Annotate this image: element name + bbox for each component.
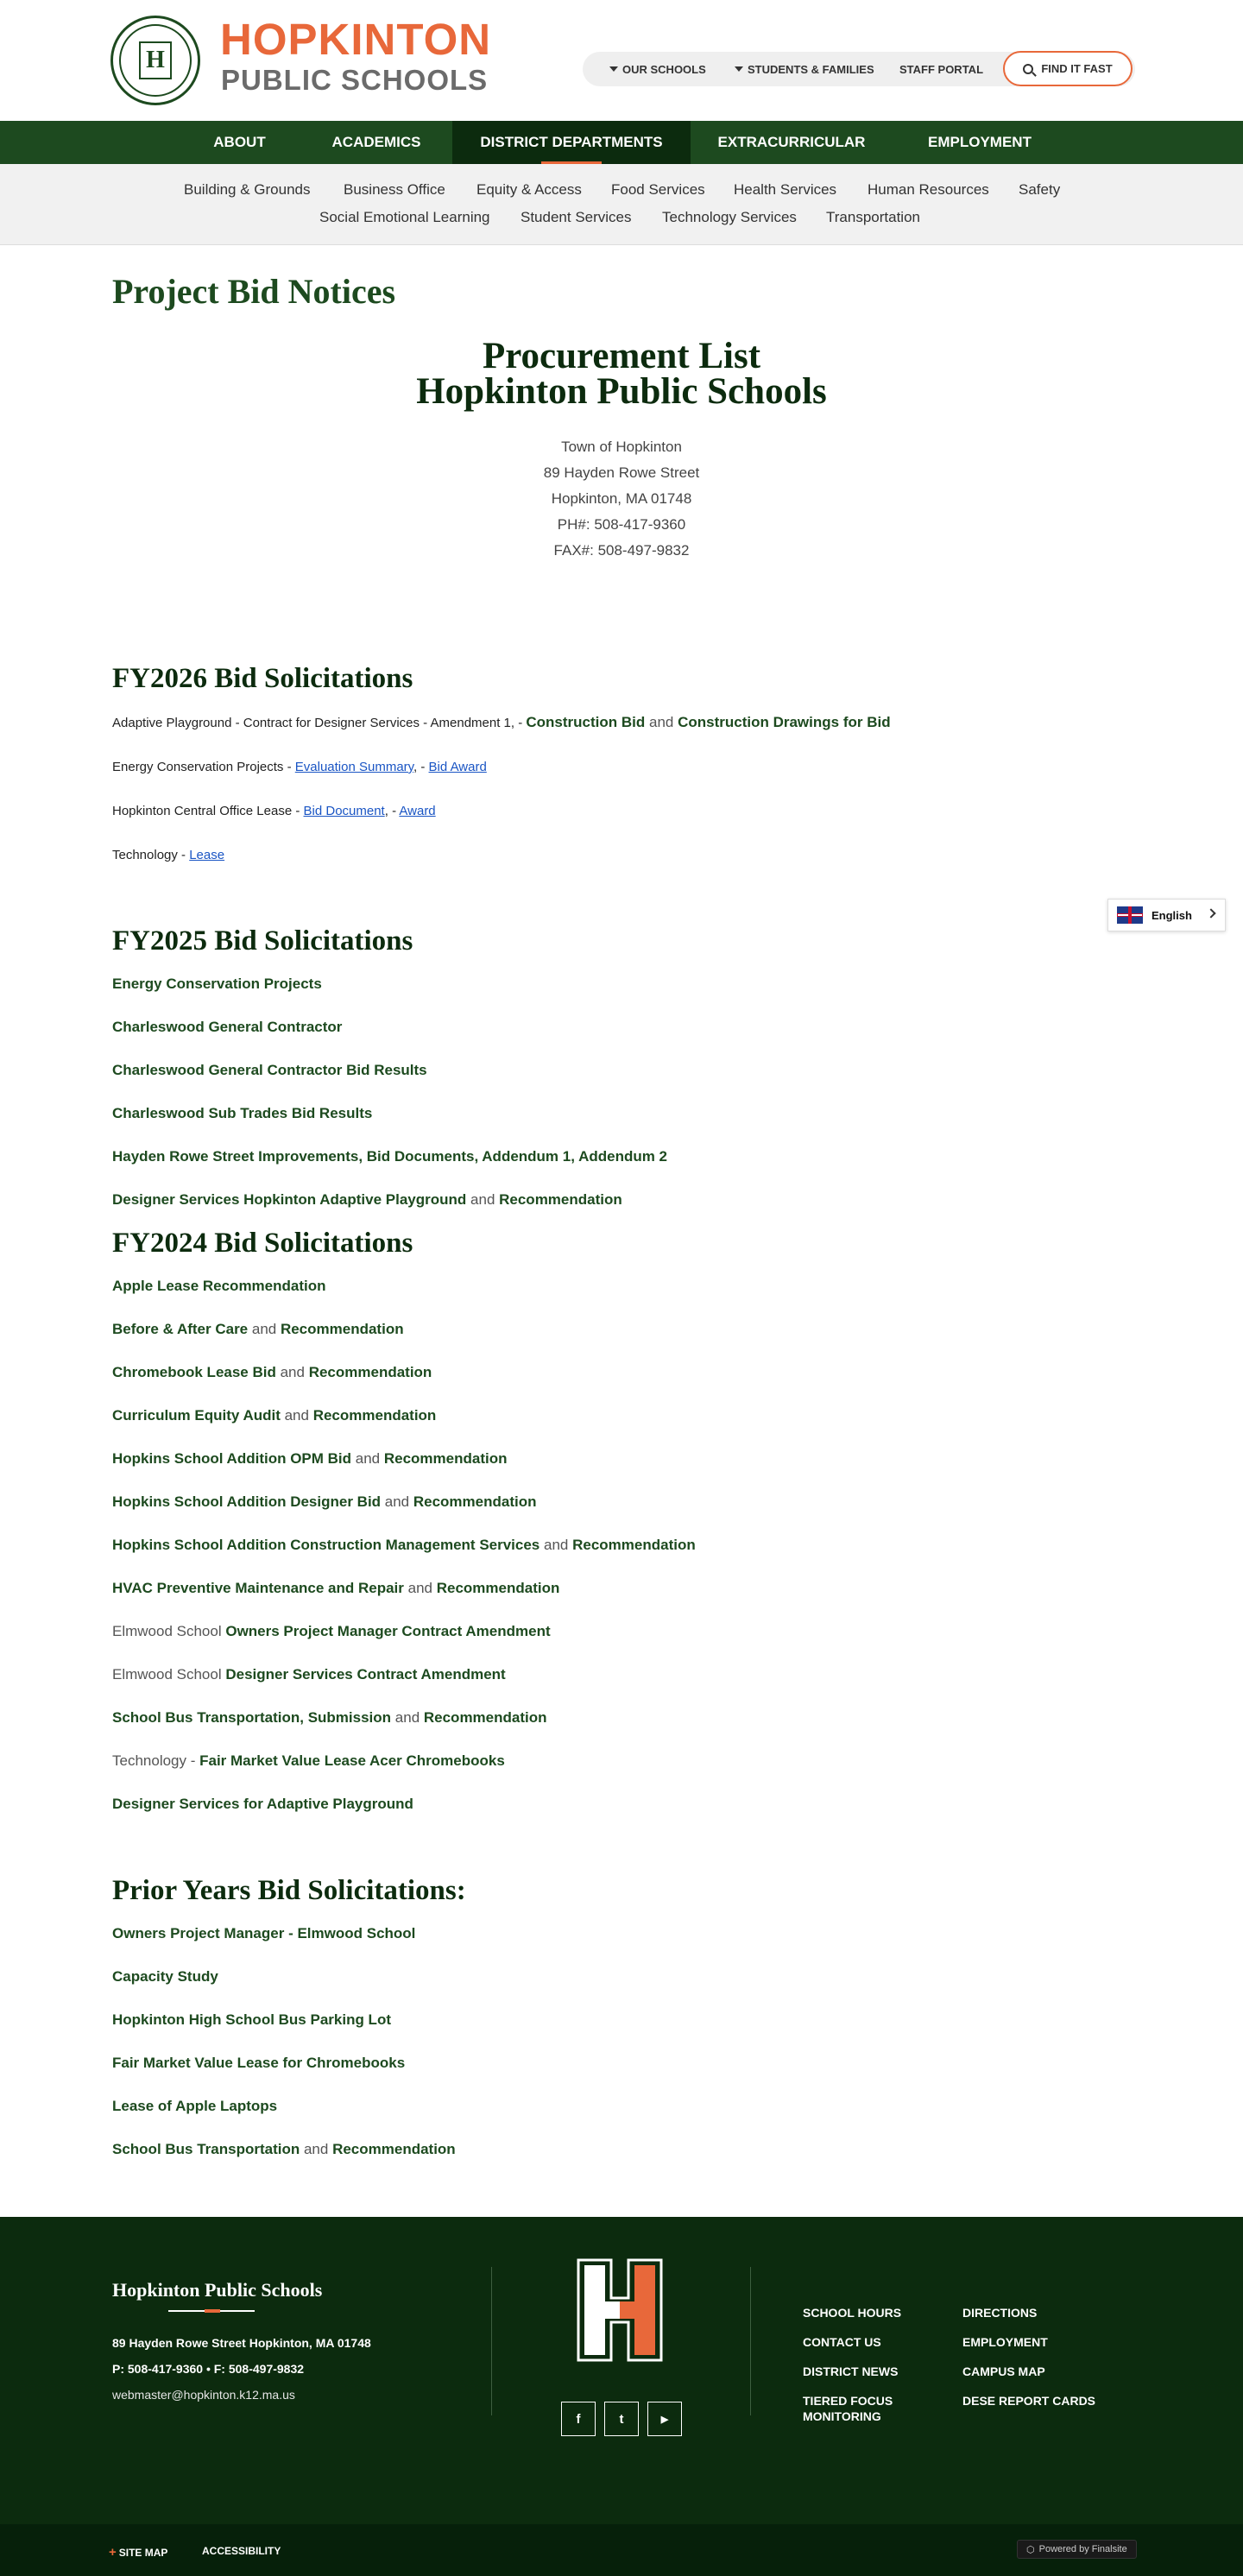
bid-link[interactable]: Designer Services for Adaptive Playground — [112, 1796, 413, 1812]
bid-link[interactable]: Capacity Study — [112, 1968, 218, 1985]
procurement-title: Procurement List — [482, 336, 761, 376]
brand-name[interactable]: HOPKINTON — [220, 15, 492, 64]
addendum-2-link[interactable]: Addendum 2 — [578, 1148, 668, 1165]
fy2025-item — [112, 1191, 622, 1209]
recommendation-link[interactable]: Recommendation — [332, 2141, 456, 2157]
lease-link[interactable]: Lease — [189, 848, 225, 862]
fy2024-item — [112, 1407, 436, 1424]
footer-email[interactable]: webmaster@hopkinton.k12.ma.us — [112, 2388, 295, 2402]
caret-down-icon — [609, 66, 618, 72]
subnav-human-resources[interactable]: Human Resources — [868, 181, 989, 198]
address-line: 89 Hayden Rowe Street — [543, 464, 700, 481]
footer-link-district-news[interactable]: DISTRICT NEWS — [803, 2364, 899, 2378]
recommendation-link[interactable]: Recommendation — [383, 1450, 508, 1467]
language-selector[interactable] — [1107, 899, 1226, 931]
fy2025-item — [112, 1105, 372, 1122]
fy2024-item — [112, 1796, 413, 1813]
phone-line: PH#: 508-417-9360 — [557, 516, 686, 533]
fy2025-item — [112, 975, 322, 993]
subnav-safety[interactable]: Safety — [1019, 181, 1061, 198]
bid-link[interactable]: Charleswood General Contractor Bid Results — [112, 1062, 427, 1078]
brand-subtitle[interactable]: PUBLIC SCHOOLS — [221, 64, 489, 96]
bid-link[interactable]: Owners Project Manager Contract Amendment — [225, 1623, 551, 1639]
fy2026-heading: FY2026 Bid Solicitations — [112, 663, 413, 694]
item-text: and — [351, 1450, 384, 1467]
our-schools-label: OUR SCHOOLS — [622, 63, 706, 76]
footer-divider — [168, 2310, 255, 2312]
fy2026-item — [112, 848, 224, 862]
students-families-menu[interactable] — [735, 63, 874, 76]
school-seal-logo[interactable] — [110, 16, 200, 105]
construction-bid-link[interactable]: Construction Bid — [526, 714, 646, 730]
footer-link-tiered-focus[interactable]: TIERED FOCUS MONITORING — [803, 2394, 893, 2423]
item-text: and — [381, 1493, 413, 1510]
site-map-label: SITE MAP — [118, 2547, 168, 2559]
bid-link[interactable]: Before & After Care — [112, 1321, 249, 1337]
caret-down-icon — [735, 66, 743, 72]
students-families-label: STUDENTS & FAMILIES — [748, 63, 874, 76]
subnav-equity-access[interactable]: Equity & Access — [476, 181, 582, 198]
bid-link[interactable]: Charleswood Sub Trades Bid Results — [112, 1105, 373, 1121]
fy2024-item — [112, 1623, 551, 1640]
separator: , — [474, 1148, 483, 1165]
item-text: , - — [413, 760, 429, 774]
bid-link[interactable]: School Bus Transportation — [112, 1709, 300, 1726]
submission-link[interactable]: Submission — [307, 1709, 392, 1726]
item-text: Energy Conservation Projects - — [112, 760, 295, 774]
fy2025-item — [112, 1062, 427, 1079]
footer-link-dese-report-cards[interactable]: DESE REPORT CARDS — [962, 2394, 1096, 2408]
h-logo-icon[interactable] — [575, 2258, 665, 2362]
powered-by-label: Powered by Finalsite — [1038, 2544, 1127, 2554]
footer-link-contact-us[interactable]: CONTACT US — [803, 2335, 881, 2349]
bid-document-link[interactable]: Bid Document — [303, 804, 385, 818]
fy2024-item — [112, 1278, 326, 1295]
subnav-food-services[interactable]: Food Services — [611, 181, 705, 198]
fy2024-item — [112, 1666, 506, 1683]
powered-by-badge[interactable] — [1017, 2540, 1137, 2559]
item-text: Elmwood School — [112, 1666, 226, 1683]
recommendation-link[interactable]: Recommendation — [423, 1709, 547, 1726]
bid-link[interactable]: Owners Project Manager - Elmwood School — [112, 1925, 416, 1941]
bid-link[interactable]: Apple Lease Recommendation — [112, 1278, 326, 1294]
bid-link[interactable]: Designer Services Contract Amendment — [225, 1666, 506, 1683]
bid-link[interactable]: Hopkins School Addition Designer Bid — [112, 1493, 382, 1510]
evaluation-summary-link[interactable]: Evaluation Summary — [294, 760, 414, 774]
footer-divider-accent — [205, 2309, 220, 2313]
subnav-student-services[interactable]: Student Services — [521, 209, 632, 225]
bid-link[interactable]: Chromebook Lease Bid — [112, 1364, 276, 1380]
prior-item — [112, 2055, 405, 2072]
bid-link[interactable]: Energy Conservation Projects — [112, 975, 322, 992]
item-text: and — [300, 2141, 333, 2157]
subnav-social-emotional-learning[interactable]: Social Emotional Learning — [319, 209, 490, 225]
item-text: and — [248, 1321, 281, 1337]
main-navigation — [0, 121, 1243, 164]
subnav-technology-services[interactable]: Technology Services — [662, 209, 797, 225]
footer-link-directions[interactable]: DIRECTIONS — [962, 2306, 1038, 2320]
subnav-business-office[interactable]: Business Office — [344, 181, 445, 198]
footer-separator — [750, 2267, 751, 2415]
seal-h-mark: H — [139, 41, 172, 79]
plus-icon: + — [109, 2545, 117, 2560]
footer-title: Hopkinton Public Schools — [112, 2279, 323, 2301]
bid-documents-link[interactable]: Bid Documents — [366, 1148, 475, 1165]
bid-link[interactable]: Lease of Apple Laptops — [112, 2098, 278, 2114]
footer-separator — [491, 2267, 492, 2415]
fy2025-heading: FY2025 Bid Solicitations — [112, 925, 413, 957]
recommendation-link[interactable]: Recommendation — [436, 1580, 560, 1596]
fy2024-item — [112, 1709, 547, 1727]
address-line: Hopkinton, MA 01748 — [551, 490, 692, 507]
subnav-building-grounds[interactable]: Building & Grounds — [184, 181, 311, 198]
bid-link[interactable]: Hopkins School Addition Construction Management Services — [112, 1537, 540, 1553]
footer-phone: P: 508-417-9360 • F: 508-497-9832 — [112, 2362, 305, 2376]
prior-item — [112, 1968, 218, 1986]
prior-item — [112, 2141, 456, 2158]
procurement-subtitle: Hopkinton Public Schools — [416, 371, 827, 412]
footer-link-employment[interactable]: EMPLOYMENT — [962, 2335, 1048, 2349]
seal-inner-ring — [119, 24, 192, 97]
item-text: Elmwood School — [112, 1623, 226, 1639]
fy2024-item — [112, 1493, 537, 1511]
separator: , — [358, 1148, 367, 1165]
bid-link[interactable]: Curriculum Equity Audit — [112, 1407, 281, 1424]
recommendation-link[interactable]: Recommendation — [572, 1537, 696, 1553]
staff-portal-link[interactable]: STAFF PORTAL — [899, 63, 984, 76]
find-it-fast-label: FIND IT FAST — [1041, 62, 1113, 75]
separator: , — [300, 1709, 308, 1726]
uk-flag-icon — [1117, 906, 1143, 924]
item-text: and — [466, 1191, 500, 1208]
fy2026-item — [112, 760, 487, 774]
bid-award-link[interactable]: Bid Award — [428, 760, 487, 774]
item-text: Technology - — [112, 1752, 200, 1769]
bid-link[interactable]: Designer Services Hopkinton Adaptive Playground — [112, 1191, 467, 1208]
item-text: and — [645, 714, 678, 730]
item-text: and — [539, 1537, 573, 1553]
item-text: Adaptive Playground - Contract for Designer Services - Amendment 1, - — [112, 716, 527, 730]
bid-link[interactable]: Hayden Rowe Street Improvements — [112, 1148, 359, 1165]
fy2025-item — [112, 1148, 667, 1165]
language-label: English — [1152, 908, 1192, 922]
prior-item — [112, 1925, 415, 1942]
recommendation-link[interactable]: Recommendation — [280, 1321, 404, 1337]
fy2026-item — [112, 804, 436, 818]
separator: , — [571, 1148, 579, 1165]
item-text: and — [403, 1580, 437, 1596]
page-title: Project Bid Notices — [112, 272, 396, 311]
nav-employment[interactable]: EMPLOYMENT — [928, 134, 1032, 150]
prior-item — [112, 2098, 277, 2115]
find-it-fast-button[interactable] — [1003, 51, 1133, 86]
department-subnav — [0, 164, 1243, 245]
footer-link-campus-map[interactable]: CAMPUS MAP — [962, 2364, 1045, 2378]
fy2024-item — [112, 1537, 696, 1554]
youtube-icon[interactable]: ▶ — [647, 2402, 682, 2436]
item-text: and — [391, 1709, 424, 1726]
fy2025-item — [112, 1019, 342, 1036]
nav-academics[interactable]: ACADEMICS — [331, 134, 421, 150]
nav-district-departments[interactable]: DISTRICT DEPARTMENTS — [452, 121, 691, 164]
twitter-icon[interactable]: t — [604, 2402, 639, 2436]
chevron-right-icon — [1206, 908, 1215, 918]
addendum-1-link[interactable]: Addendum 1 — [482, 1148, 571, 1165]
search-icon — [1023, 64, 1033, 74]
item-text: and — [280, 1407, 313, 1424]
recommendation-link[interactable]: Recommendation — [308, 1364, 432, 1380]
our-schools-menu[interactable] — [609, 63, 706, 76]
finalsite-icon: ⬡ — [1026, 2544, 1035, 2555]
recommendation-link[interactable]: Recommendation — [413, 1493, 537, 1510]
construction-drawings-link[interactable]: Construction Drawings for Bid — [678, 714, 891, 730]
subnav-health-services[interactable]: Health Services — [734, 181, 837, 198]
bid-link[interactable]: HVAC Preventive Maintenance and Repair — [112, 1580, 404, 1596]
nav-extracurricular[interactable]: EXTRACURRICULAR — [717, 134, 866, 150]
bid-link[interactable]: Charleswood General Contractor — [112, 1019, 343, 1035]
nav-about[interactable]: ABOUT — [213, 134, 266, 150]
fax-line: FAX#: 508-497-9832 — [553, 542, 690, 559]
bid-link[interactable]: Hopkinton High School Bus Parking Lot — [112, 2011, 391, 2028]
bid-link[interactable]: Fair Market Value Lease Acer Chromebooks — [199, 1752, 505, 1769]
address-line: Town of Hopkinton — [561, 439, 682, 455]
footer-address: 89 Hayden Rowe Street Hopkinton, MA 01748 — [112, 2336, 371, 2350]
item-text: , - — [384, 804, 400, 818]
bid-link[interactable]: Hopkins School Addition OPM Bid — [112, 1450, 352, 1467]
site-map-link[interactable] — [109, 2545, 167, 2560]
fy2024-item — [112, 1321, 404, 1338]
fy2024-item — [112, 1450, 507, 1468]
footer-link-school-hours[interactable]: SCHOOL HOURS — [803, 2306, 902, 2320]
subnav-transportation[interactable]: Transportation — [826, 209, 920, 225]
prior-years-heading: Prior Years Bid Solicitations: — [112, 1875, 466, 1906]
site-header — [0, 0, 1243, 121]
fy2024-item — [112, 1580, 559, 1597]
bid-link[interactable]: Fair Market Value Lease for Chromebooks — [112, 2055, 406, 2071]
accessibility-link[interactable]: ACCESSIBILITY — [202, 2545, 281, 2557]
fy2024-item — [112, 1752, 505, 1770]
fy2026-item — [112, 714, 891, 731]
item-text: Hopkinton Central Office Lease - — [112, 804, 304, 818]
award-link[interactable]: Award — [399, 804, 436, 818]
prior-item — [112, 2011, 391, 2029]
recommendation-link[interactable]: Recommendation — [499, 1191, 622, 1208]
item-text: Technology - — [112, 848, 190, 862]
facebook-icon[interactable]: f — [561, 2402, 596, 2436]
bottom-bar — [0, 2524, 1243, 2576]
item-text: and — [275, 1364, 309, 1380]
recommendation-link[interactable]: Recommendation — [312, 1407, 437, 1424]
bid-link[interactable]: School Bus Transportation — [112, 2141, 300, 2157]
fy2024-item — [112, 1364, 432, 1381]
site-footer — [0, 2217, 1243, 2524]
fy2024-heading: FY2024 Bid Solicitations — [112, 1228, 413, 1259]
